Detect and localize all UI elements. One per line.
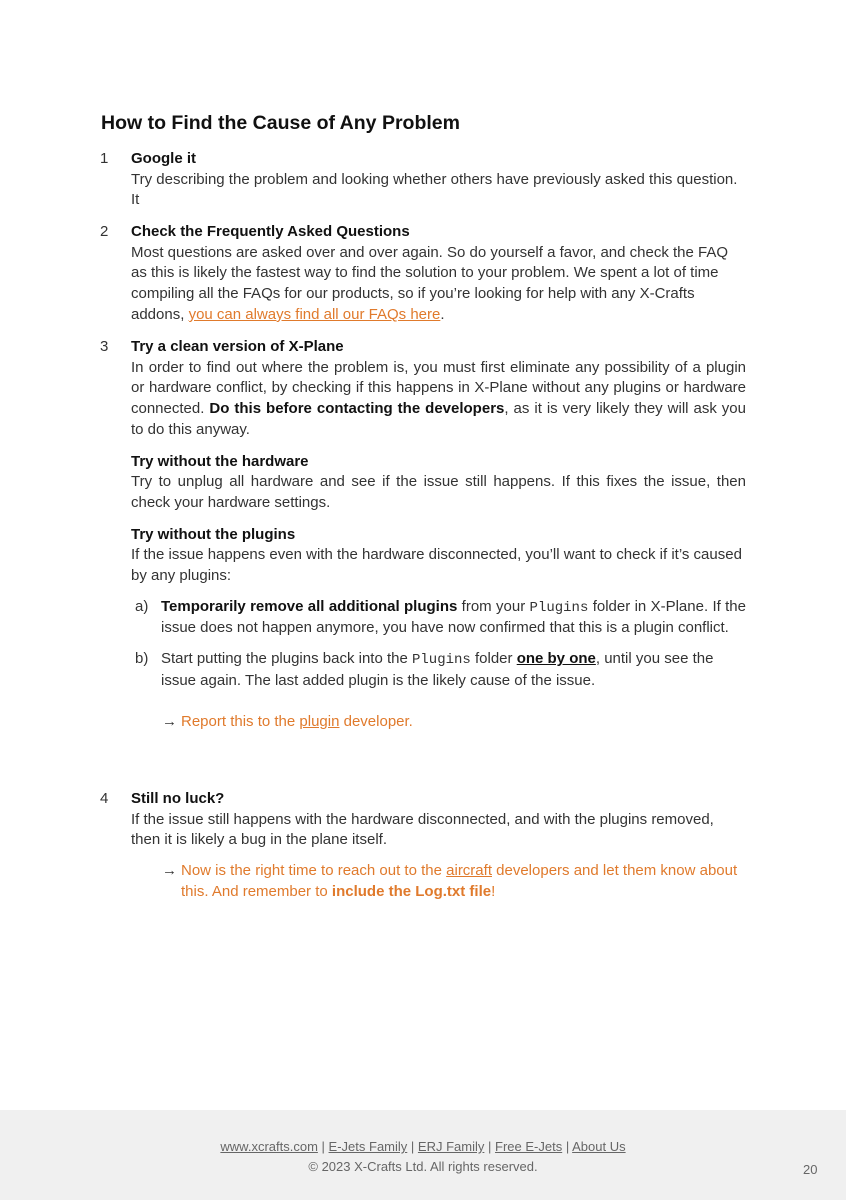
step-number: 3: [100, 338, 109, 355]
report-text-2: developer.: [343, 712, 413, 730]
footer-link-ejets[interactable]: E-Jets Family: [328, 1139, 408, 1154]
log-file-bold: include the Log.txt file: [331, 882, 492, 900]
plugins-section: [131, 525, 746, 733]
arrow-icon: →: [162, 862, 177, 880]
plugins-text: If the issue happens even with the hardware disconnected, you’ll want to check if it’s caused by any plugins:: [131, 546, 742, 585]
plugins-list: [131, 597, 746, 692]
list-item: [131, 597, 746, 639]
step-number: 4: [100, 790, 109, 807]
step-title: Try a clean version of X-Plane: [131, 338, 344, 355]
report-text-1: Report this to the: [181, 712, 296, 730]
step-title: Check the Frequently Asked Questions: [131, 223, 410, 240]
faq-text: Most questions are asked over and over again. So do yourself a favor, and check the FAQ as this is likely the fastest way to find the solution to your problem. We spent a lot of time compiling all the FAQs for our products, so if you’re looking for help with any X-Crafts addons,: [131, 243, 729, 323]
plugins-title: Try without the plugins: [131, 525, 296, 543]
footer-separator: |: [321, 1139, 325, 1154]
page-title: How to Find the Cause of Any Problem: [101, 112, 460, 134]
faq-period: .: [440, 305, 445, 323]
arrow-icon: →: [162, 712, 177, 730]
final-text-2: developers and let them know about this. And remember to: [181, 862, 738, 900]
footer-link-free-ejets[interactable]: Free E-Jets: [495, 1139, 563, 1154]
list-item: [131, 649, 746, 691]
clean-text-b: , as it is very likely they will ask you to do this anyway.: [131, 400, 746, 438]
final-line: [131, 861, 746, 902]
clean-text-a: In order to find out where the problem is, you must first eliminate any possibility of a plugin or hardware conflict, by checking if this happens in X-Plane without any plugins or hardware connected.: [131, 358, 746, 418]
aircraft-link[interactable]: aircraft: [446, 862, 492, 880]
copyright: © 2023 X-Crafts Ltd. All rights reserved.: [308, 1159, 538, 1174]
clean-bold: Do this before contacting the developers: [209, 400, 505, 418]
item-b-text-1: Start putting the plugins back into the: [161, 650, 408, 668]
footer-links: [0, 1139, 846, 1154]
footer-separator: |: [488, 1139, 492, 1154]
report-line: [131, 712, 746, 733]
final-text-1: Now is the right time to reach out to the: [181, 862, 442, 880]
step-number: 1: [100, 150, 109, 167]
step-number: 2: [100, 223, 109, 240]
step-title: Still no luck?: [131, 790, 225, 807]
hardware-title: Try without the hardware: [131, 452, 309, 470]
plugin-link[interactable]: plugin: [299, 712, 340, 730]
hardware-section: [131, 452, 746, 514]
one-by-one: one by one: [516, 650, 596, 668]
item-b-text-3: , until you see the issue again. The last added plugin is the likely cause of the issue.: [161, 650, 714, 689]
step-text: Try describing the problem and looking whether others have previously asked this question. It: [131, 170, 738, 209]
item-a-text-1: from your: [461, 597, 526, 615]
plugins-folder-code: Plugins: [412, 652, 471, 669]
footer-link-website[interactable]: www.xcrafts.com: [220, 1139, 318, 1154]
list-marker: b): [135, 650, 149, 668]
list-marker: a): [135, 597, 149, 615]
final-end: !: [491, 882, 496, 900]
item-b-text-2: folder: [474, 650, 513, 668]
page-footer: [0, 1110, 846, 1200]
step-text: If the issue still happens with the hardware disconnected, and with the plugins removed, then it is likely a bug in the plane itself.: [131, 810, 714, 849]
hardware-text: Try to unplug all hardware and see if the issue still happens. If this fixes the issue, then check your hardware settings.: [131, 473, 746, 511]
step-text: [131, 358, 746, 441]
footer-link-erj[interactable]: ERJ Family: [417, 1139, 485, 1154]
faq-link[interactable]: you can always find all our FAQs here: [188, 305, 441, 323]
plugins-folder-code: Plugins: [529, 599, 589, 616]
footer-separator: |: [565, 1139, 570, 1154]
remove-plugins-bold: Temporarily remove all additional plugins: [161, 597, 458, 615]
footer-separator: |: [410, 1139, 415, 1154]
footer-link-about[interactable]: About Us: [572, 1139, 626, 1154]
item-a-text-2: folder in X-Plane. If the issue does not happen anymore, you have now confirmed that this is a plugin conflict.: [161, 597, 746, 637]
step-text: [131, 243, 746, 326]
step-title: Google it: [131, 150, 196, 167]
page-number: 20: [803, 1162, 818, 1177]
